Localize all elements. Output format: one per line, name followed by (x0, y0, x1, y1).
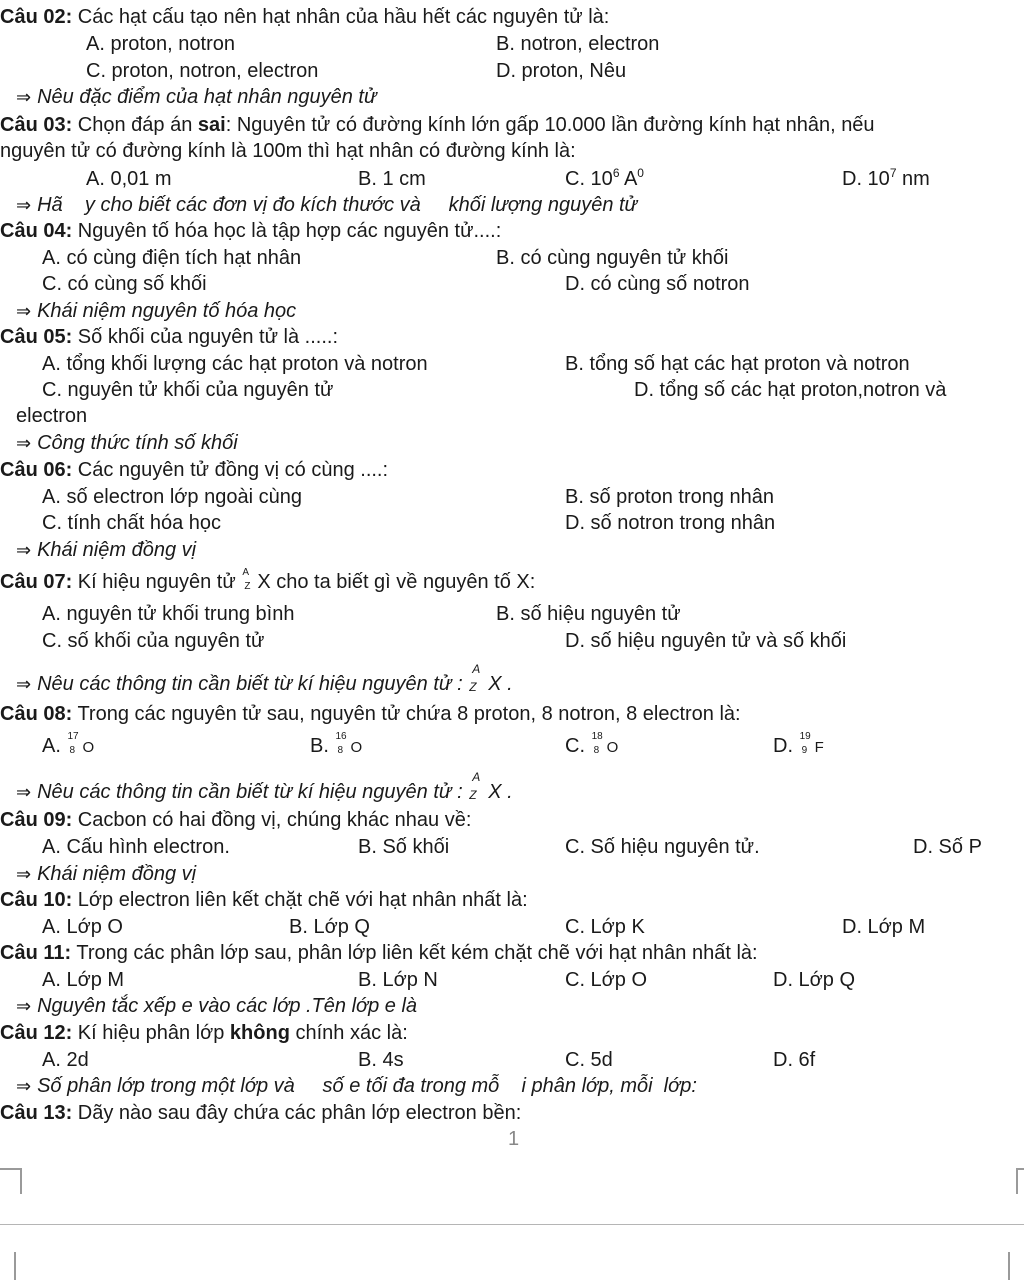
next-page-edge-right (1008, 1252, 1010, 1280)
page-corner-right-vert (1016, 1168, 1018, 1194)
question-number: Câu 06: (0, 459, 73, 481)
question-number: Câu 09: (0, 809, 73, 831)
question-number: Câu 08: (0, 703, 73, 725)
page-corner-left-vert (20, 1168, 22, 1194)
option-a: A. nguyên tử khối trung bình (42, 603, 295, 625)
option-a: A. Lớp O (42, 916, 123, 938)
hint-text: Số phân lớp trong một lớp và số e tối đa trong mỗ i phân lớp, mỗi lớp: (37, 1075, 697, 1097)
element-symbol: O (350, 739, 363, 756)
atomic-number: Z (469, 680, 477, 694)
arrow-icon: ⇒ (16, 782, 32, 802)
option-label: D. (773, 735, 793, 757)
option-d: D. Số P (913, 836, 982, 858)
question-number: Câu 04: (0, 220, 73, 242)
arrow-icon: ⇒ (16, 433, 32, 453)
option-d (773, 733, 824, 761)
question-09 (0, 807, 471, 833)
question-text: Trong các nguyên tử sau, nguyên tử chứa 8 proton, 8 notron, 8 electron là: (72, 703, 741, 725)
hint-line (16, 298, 296, 324)
question-number: Câu 02: (0, 6, 73, 28)
mass-number: 18 (591, 731, 603, 742)
mass-number: 17 (67, 731, 79, 742)
option-a: A. 2d (42, 1049, 89, 1071)
question-text: Kí hiệu phân lớp (72, 1022, 230, 1044)
nuclide-symbol (799, 731, 815, 756)
option-c: C. số khối của nguyên tử (42, 630, 265, 652)
hint-text: Nêu các thông tin cần biết từ kí hiệu nguyên tử : (37, 781, 469, 803)
question-text: Dãy nào sau đây chứa các phân lớp electron bền: (72, 1102, 522, 1124)
hint-text: Khái niệm nguyên tố hóa học (37, 300, 297, 322)
page-separator (0, 1224, 1024, 1225)
next-page-edge-left (14, 1252, 16, 1280)
question-10 (0, 887, 528, 913)
mass-number: 19 (799, 731, 811, 742)
option-c: C. Lớp K (565, 916, 645, 938)
option-c: C. 5d (565, 1049, 613, 1071)
question-03 (0, 112, 875, 138)
option-b: B. Lớp Q (289, 916, 370, 938)
option-d: D. có cùng số notron (565, 273, 750, 295)
option-label: A. (42, 735, 61, 757)
unit-superscript: 0 (637, 166, 644, 180)
option-b (310, 733, 362, 761)
option-c-base: C. 10 (565, 168, 613, 190)
option-a (42, 733, 94, 761)
option-b: B. Lớp N (358, 969, 438, 991)
atomic-number: Z (244, 581, 251, 592)
question-08 (0, 701, 741, 727)
arrow-icon: ⇒ (16, 540, 32, 560)
exponent: 7 (889, 166, 897, 180)
option-c: C. tính chất hóa học (42, 512, 222, 534)
question-text-cont: : Nguyên tử có đường kính lớn gấp 10.000 lần đường kính hạt nhân, nếu (225, 114, 875, 136)
arrow-icon: ⇒ (16, 864, 32, 884)
option-d: D. proton, Nêu (496, 60, 627, 82)
option-c: C. proton, notron, electron (86, 60, 319, 82)
option-b: B. số proton trong nhân (565, 486, 775, 508)
page-corner-left (0, 1168, 22, 1170)
option-a: A. số electron lớp ngoài cùng (42, 486, 302, 508)
hint-line (16, 192, 637, 218)
option-c: C. có cùng số khối (42, 273, 207, 295)
question-06 (0, 457, 388, 483)
question-text: Trong các phân lớp sau, phân lớp liên kết kém chặt chẽ với hạt nhân nhất là: (71, 942, 758, 964)
nuclide-symbol (241, 567, 257, 592)
option-c: C. nguyên tử khối của nguyên tử (42, 379, 334, 401)
mass-number: A (242, 567, 249, 578)
arrow-icon: ⇒ (16, 1076, 32, 1096)
mass-number: A (472, 662, 481, 676)
option-d: D. số notron trong nhân (565, 512, 776, 534)
hint-text: Công thức tính số khối (37, 432, 238, 454)
option-label: B. (310, 735, 329, 757)
arrow-icon: ⇒ (16, 195, 32, 215)
option-d: D. số hiệu nguyên tử và số khối (565, 630, 847, 652)
question-text: Cacbon có hai đồng vị, chúng khác nhau về: (72, 809, 472, 831)
arrow-icon: ⇒ (16, 301, 32, 321)
option-c: C. Số hiệu nguyên tử. (565, 836, 760, 858)
question-11 (0, 940, 758, 966)
question-number: Câu 12: (0, 1022, 73, 1044)
question-text: Chọn đáp án (72, 114, 198, 136)
nuclide-symbol (468, 662, 488, 694)
question-13 (0, 1100, 521, 1126)
question-04 (0, 218, 501, 244)
option-d: D. Lớp Q (773, 969, 856, 991)
question-number: Câu 11: (0, 942, 72, 964)
hint-end: . (501, 673, 513, 695)
hint-line (16, 770, 513, 805)
question-02 (0, 4, 609, 30)
hint-text: Khái niệm đồng vị (37, 863, 197, 885)
hint-text: Khái niệm đồng vị (37, 539, 197, 561)
question-text-cont: chính xác là: (289, 1022, 408, 1044)
atomic-number: 9 (801, 745, 808, 756)
hint-end: . (501, 781, 513, 803)
hint-line (16, 430, 238, 456)
unit: nm (896, 168, 930, 190)
question-number: Câu 13: (0, 1102, 73, 1124)
option-b: B. 4s (358, 1049, 404, 1071)
option-d-base: D. 10 (842, 168, 890, 190)
option-a: A. proton, notron (86, 33, 235, 55)
question-text: Các nguyên tử đồng vị có cùng ....: (72, 459, 389, 481)
option-d: D. tổng số các hạt proton,notron và (634, 379, 947, 401)
hint-line (16, 993, 417, 1019)
emphasis-text: sai (197, 114, 226, 136)
atomic-number: 8 (69, 745, 76, 756)
option-d-wrap: electron (16, 405, 88, 427)
atomic-number: 8 (337, 745, 344, 756)
option-label: C. (565, 735, 585, 757)
option-b: B. có cùng nguyên tử khối (496, 247, 729, 269)
option-d (842, 166, 930, 192)
question-text: Nguyên tố hóa học là tập hợp các nguyên tử....: (72, 220, 502, 242)
hint-line (16, 1073, 697, 1099)
option-b: B. 1 cm (358, 168, 426, 190)
option-b: B. Số khối (358, 836, 450, 858)
nuclide-symbol (66, 731, 82, 756)
option-c (565, 733, 618, 761)
element-symbol: O (82, 739, 95, 756)
question-text: Số khối của nguyên tử là .....: (72, 326, 339, 348)
arrow-icon: ⇒ (16, 674, 32, 694)
element-symbol: F (814, 739, 824, 756)
exponent: 6 (612, 166, 620, 180)
question-05 (0, 324, 338, 350)
question-text: Kí hiệu nguyên tử (72, 571, 242, 593)
option-b: B. notron, electron (496, 33, 660, 55)
question-07 (0, 569, 535, 595)
hint-text: Hã y cho biết các đơn vị đo kích thước và khối lượng nguyên tử (37, 194, 638, 216)
question-text: Lớp electron liên kết chặt chẽ với hạt nhân nhất là: (72, 889, 528, 911)
option-b: B. tổng số hạt các hạt proton và notron (565, 353, 910, 375)
option-a: A. 0,01 m (86, 168, 172, 190)
page-number: 1 (508, 1128, 520, 1150)
option-a: A. Cấu hình electron. (42, 836, 230, 858)
question-number: Câu 03: (0, 114, 73, 136)
option-c (565, 166, 644, 192)
hint-line (16, 861, 196, 887)
question-number: Câu 07: (0, 571, 73, 593)
option-d: D. Lớp M (842, 916, 926, 938)
question-text-cont: cho ta biết gì về nguyên tố X: (270, 571, 536, 593)
nuclide-symbol (591, 731, 607, 756)
nuclide-symbol (334, 731, 350, 756)
mass-number: A (472, 770, 481, 784)
unit: A (619, 168, 638, 190)
option-a: A. Lớp M (42, 969, 125, 991)
nuclide-symbol (468, 770, 488, 802)
question-12 (0, 1020, 408, 1046)
option-a: A. có cùng điện tích hạt nhân (42, 247, 302, 269)
question-03-line2: nguyên tử có đường kính là 100m thì hạt nhân có đường kính là: (0, 140, 576, 162)
emphasis-text: không (229, 1022, 290, 1044)
atomic-number: Z (469, 788, 477, 802)
option-d: D. 6f (773, 1049, 816, 1071)
hint-text: Nêu đặc điểm của hạt nhân nguyên tử (37, 86, 377, 108)
element-symbol: X (488, 781, 502, 803)
option-a: A. tổng khối lượng các hạt proton và notron (42, 353, 428, 375)
hint-text: Nêu các thông tin cần biết từ kí hiệu nguyên tử : (37, 673, 469, 695)
question-text: Các hạt cấu tạo nên hạt nhân của hầu hết các nguyên tử là: (72, 6, 610, 28)
element-symbol: O (606, 739, 619, 756)
question-number: Câu 05: (0, 326, 73, 348)
option-b: B. số hiệu nguyên tử (496, 603, 681, 625)
question-number: Câu 10: (0, 889, 73, 911)
element-symbol: X (488, 673, 502, 695)
arrow-icon: ⇒ (16, 996, 32, 1016)
option-c: C. Lớp O (565, 969, 648, 991)
hint-line (16, 662, 513, 697)
arrow-icon: ⇒ (16, 87, 32, 107)
atomic-number: 8 (593, 745, 600, 756)
hint-line (16, 84, 377, 110)
hint-line (16, 537, 196, 563)
element-symbol: X (257, 571, 271, 593)
hint-text: Nguyên tắc xếp e vào các lớp .Tên lớp e là (37, 995, 418, 1017)
mass-number: 16 (335, 731, 347, 742)
